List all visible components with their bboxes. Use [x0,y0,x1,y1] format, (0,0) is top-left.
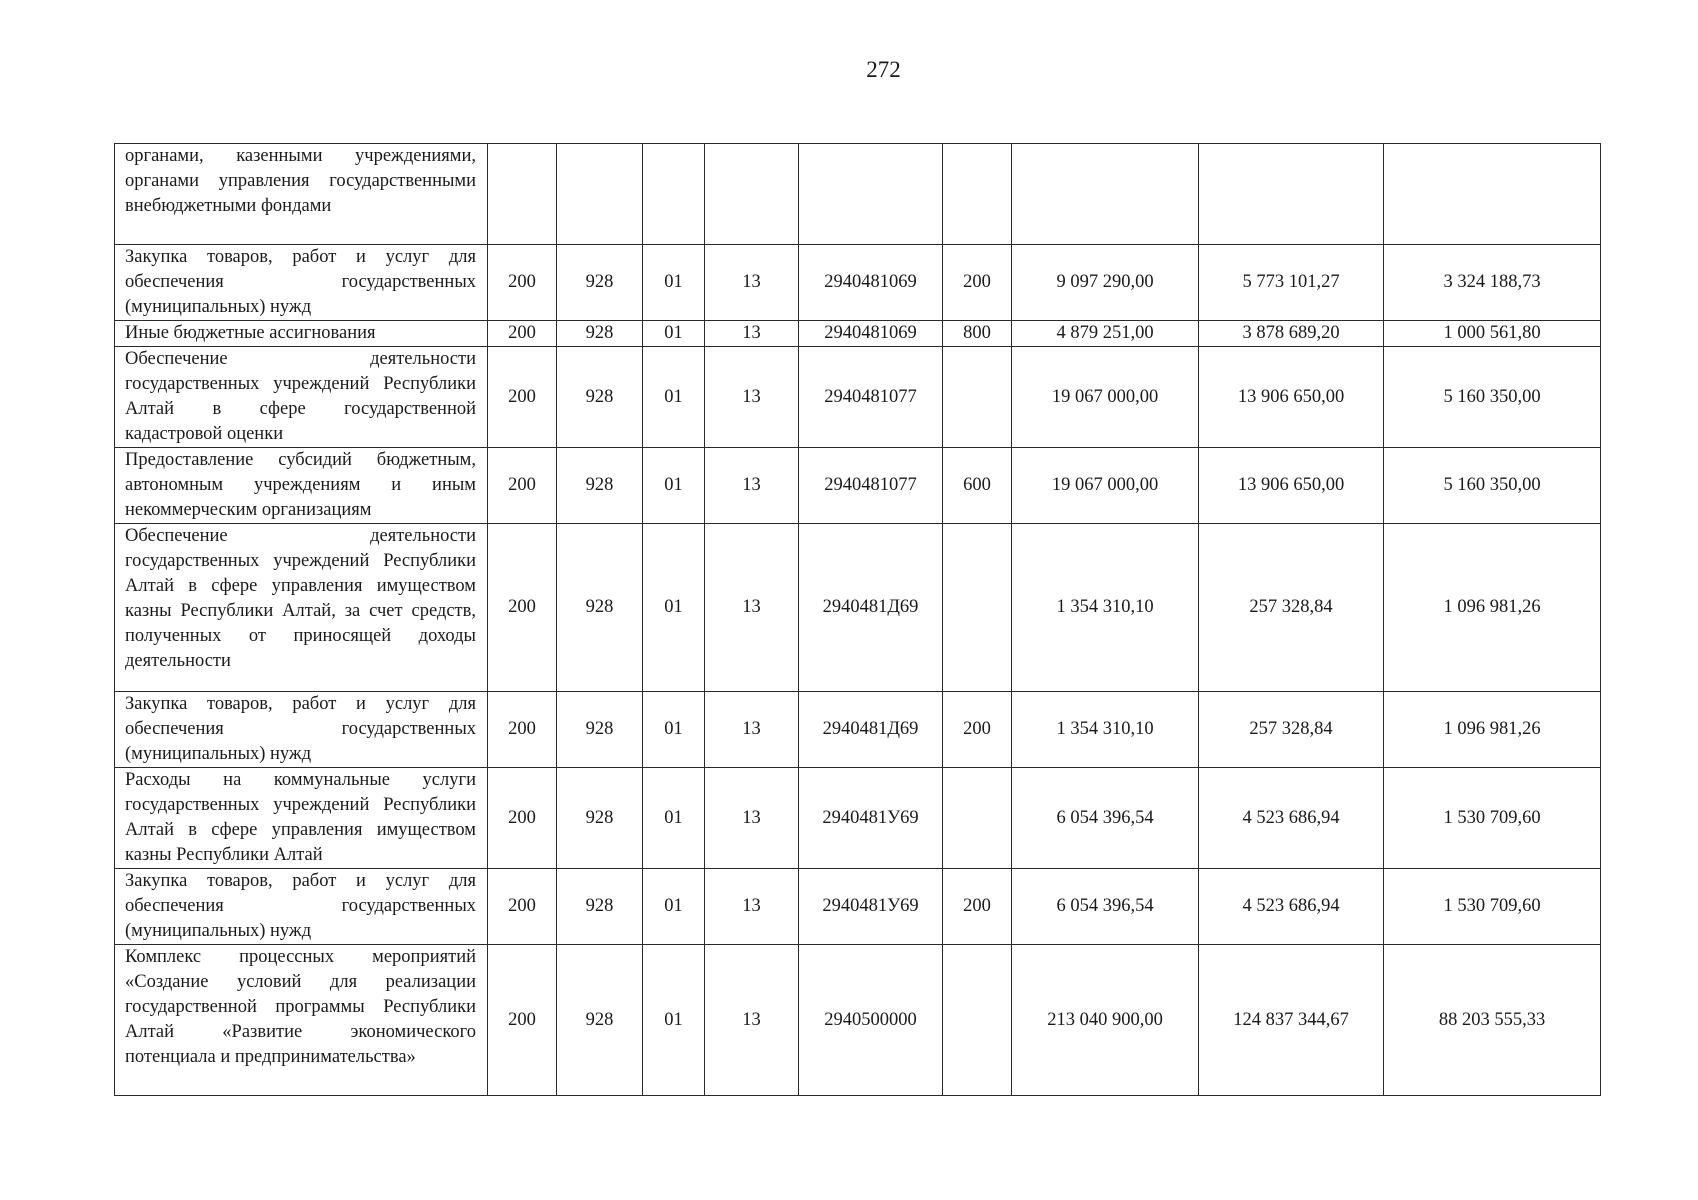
cell-amount-3: 3 324 188,73 [1384,245,1601,321]
cell-target-code: 2940481Д69 [799,692,943,768]
cell-code-3: 01 [643,245,705,321]
cell-code-4: 13 [705,945,799,1096]
cell-target-code: 2940500000 [799,945,943,1096]
cell-amount-1 [1012,144,1199,245]
cell-code-3: 01 [643,321,705,347]
row-description: Закупка товаров, работ и услуг для обеспечения государственных (муниципальных) нужд [115,245,488,321]
cell-code-1: 200 [488,869,557,945]
cell-target-code [799,144,943,245]
table-row [115,869,1601,945]
table-row [115,347,1601,448]
cell-amount-1: 213 040 900,00 [1012,945,1199,1096]
cell-amount-3: 5 160 350,00 [1384,347,1601,448]
cell-target-code: 2940481У69 [799,768,943,869]
cell-expense-type [943,768,1012,869]
cell-amount-2: 124 837 344,67 [1199,945,1384,1096]
cell-code-2: 928 [557,347,643,448]
cell-code-2: 928 [557,768,643,869]
cell-code-2: 928 [557,448,643,524]
cell-code-1: 200 [488,768,557,869]
cell-code-1: 200 [488,692,557,768]
row-description: Комплекс процессных мероприятий «Создание условий для реализации государственной программы Республики Алтай «Развитие экономического потенциала и предпринимательства» [115,945,488,1096]
row-description: Обеспечение деятельности государственных учреждений Республики Алтай в сфере управления имуществом казны Республики Алтай, за счет средств, полученных от приносящей доходы деятельности [115,524,488,692]
table-row [115,245,1601,321]
cell-code-2: 928 [557,321,643,347]
row-description: Обеспечение деятельности государственных учреждений Республики Алтай в сфере государственной кадастровой оценки [115,347,488,448]
cell-code-4: 13 [705,869,799,945]
cell-amount-2: 257 328,84 [1199,524,1384,692]
cell-code-3: 01 [643,347,705,448]
table-row [115,768,1601,869]
cell-code-3: 01 [643,692,705,768]
cell-amount-2: 3 878 689,20 [1199,321,1384,347]
cell-code-1: 200 [488,347,557,448]
cell-code-1 [488,144,557,245]
row-description: Предоставление субсидий бюджетным, автономным учреждениям и иным некоммерческим организациям [115,448,488,524]
cell-code-1: 200 [488,448,557,524]
cell-code-3: 01 [643,945,705,1096]
cell-amount-3: 1 530 709,60 [1384,869,1601,945]
cell-code-4 [705,144,799,245]
cell-amount-1: 6 054 396,54 [1012,869,1199,945]
table-row [115,945,1601,1096]
cell-code-4: 13 [705,347,799,448]
cell-amount-2 [1199,144,1384,245]
cell-amount-3: 1 000 561,80 [1384,321,1601,347]
cell-amount-1: 19 067 000,00 [1012,347,1199,448]
cell-amount-2: 4 523 686,94 [1199,768,1384,869]
cell-amount-2: 13 906 650,00 [1199,347,1384,448]
cell-code-4: 13 [705,768,799,869]
row-description: Закупка товаров, работ и услуг для обеспечения государственных (муниципальных) нужд [115,692,488,768]
cell-code-2: 928 [557,524,643,692]
cell-amount-3 [1384,144,1601,245]
cell-amount-1: 6 054 396,54 [1012,768,1199,869]
row-description: Расходы на коммунальные услуги государственных учреждений Республики Алтай в сфере управления имуществом казны Республики Алтай [115,768,488,869]
cell-code-3 [643,144,705,245]
table-body [115,144,1601,1096]
cell-code-2: 928 [557,245,643,321]
cell-code-1: 200 [488,245,557,321]
cell-expense-type: 800 [943,321,1012,347]
cell-target-code: 2940481077 [799,347,943,448]
cell-code-1: 200 [488,321,557,347]
cell-code-4: 13 [705,448,799,524]
row-description: органами, казенными учреждениями, органами управления государственными внебюджетными фондами [115,144,488,245]
cell-code-2: 928 [557,869,643,945]
table-row [115,321,1601,347]
cell-expense-type: 200 [943,869,1012,945]
cell-expense-type [943,524,1012,692]
cell-expense-type [943,144,1012,245]
table-row [115,144,1601,245]
cell-expense-type [943,945,1012,1096]
cell-code-4: 13 [705,321,799,347]
cell-amount-3: 1 530 709,60 [1384,768,1601,869]
cell-amount-3: 1 096 981,26 [1384,524,1601,692]
cell-target-code: 2940481У69 [799,869,943,945]
cell-target-code: 2940481069 [799,321,943,347]
row-description: Закупка товаров, работ и услуг для обеспечения государственных (муниципальных) нужд [115,869,488,945]
cell-code-3: 01 [643,448,705,524]
cell-code-1: 200 [488,945,557,1096]
cell-amount-1: 1 354 310,10 [1012,524,1199,692]
cell-amount-2: 4 523 686,94 [1199,869,1384,945]
page-number: 272 [866,57,901,82]
cell-code-1: 200 [488,524,557,692]
cell-target-code: 2940481069 [799,245,943,321]
table-row [115,448,1601,524]
cell-expense-type: 200 [943,245,1012,321]
cell-code-2 [557,144,643,245]
row-description: Иные бюджетные ассигнования [115,321,488,347]
cell-expense-type: 200 [943,692,1012,768]
cell-amount-1: 4 879 251,00 [1012,321,1199,347]
cell-expense-type: 600 [943,448,1012,524]
cell-target-code: 2940481077 [799,448,943,524]
cell-target-code: 2940481Д69 [799,524,943,692]
cell-code-2: 928 [557,945,643,1096]
cell-amount-3: 5 160 350,00 [1384,448,1601,524]
cell-amount-1: 1 354 310,10 [1012,692,1199,768]
table-row [115,524,1601,692]
cell-code-3: 01 [643,869,705,945]
cell-amount-3: 88 203 555,33 [1384,945,1601,1096]
cell-code-2: 928 [557,692,643,768]
cell-amount-2: 5 773 101,27 [1199,245,1384,321]
cell-amount-3: 1 096 981,26 [1384,692,1601,768]
table-row [115,692,1601,768]
cell-code-3: 01 [643,524,705,692]
cell-amount-1: 9 097 290,00 [1012,245,1199,321]
cell-code-4: 13 [705,692,799,768]
cell-amount-2: 257 328,84 [1199,692,1384,768]
cell-code-3: 01 [643,768,705,869]
cell-code-4: 13 [705,524,799,692]
cell-expense-type [943,347,1012,448]
cell-amount-1: 19 067 000,00 [1012,448,1199,524]
cell-amount-2: 13 906 650,00 [1199,448,1384,524]
budget-table [114,143,1601,1096]
cell-code-4: 13 [705,245,799,321]
